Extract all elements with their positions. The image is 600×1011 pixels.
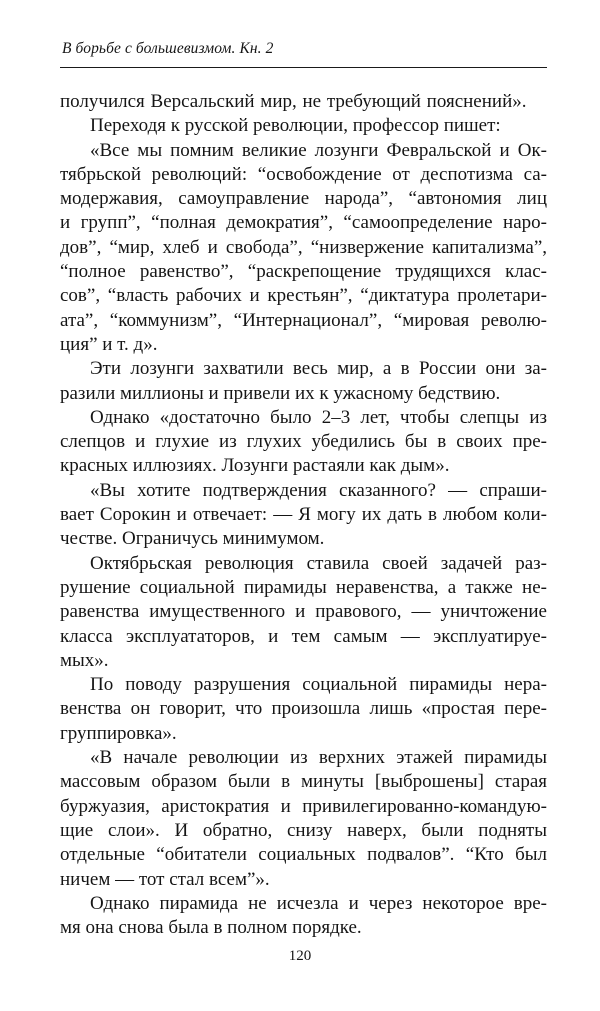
text-line: мых».: [60, 649, 109, 671]
text-line: «Вы хотите подтверждения сказанного? — спраши-: [90, 479, 547, 501]
text-line: получился Версальский мир, не требующий пояснений».: [60, 91, 527, 112]
text-line: «В начале революции из верхних этажей пирамиды: [90, 747, 547, 769]
body-text: [60, 90, 547, 940]
text-line: щие слои». И обратно, снизу наверх, были подняты: [60, 819, 547, 841]
header-rule: [60, 67, 547, 68]
text-line: массовым образом были в минуты [выброшены] старая: [60, 771, 547, 793]
text-line: класса эксплуататоров, и тем самым — эксплуатируе-: [60, 625, 547, 647]
text-line: отдельные “обитатели социальных подвалов”. “Кто был: [60, 844, 547, 866]
page-number: 120: [288, 948, 312, 964]
text-line: По поводу разрушения социальной пирамиды нера-: [90, 674, 547, 696]
text-line: ничем — тот стал всем”».: [60, 868, 270, 890]
text-line: равенства имущественного и правового, — уничтожение: [60, 601, 547, 623]
text-line: сов”, “власть рабочих и крестьян”, “диктатура пролетари-: [60, 285, 547, 307]
text-line: дов”, “мир, хлеб и свобода”, “низвержение капитализма”,: [60, 236, 547, 258]
text-line: красных иллюзиях. Лозунги растаяли как дым».: [60, 455, 450, 477]
text-line: ция” и т. д».: [60, 333, 158, 355]
text-line: Переходя к русской революции, профессор пишет:: [90, 115, 501, 137]
running-head: В борьбе с большевизмом. Кн. 2: [62, 40, 274, 57]
text-line: венства он говорит, что произошла лишь «простая пере-: [60, 698, 547, 720]
text-line: мя она снова была в полном порядке.: [60, 917, 362, 939]
text-line: ата”, “коммунизм”, “Интернационал”, “мировая револю-: [60, 309, 547, 331]
text-line: Эти лозунги захватили весь мир, а в России они за-: [90, 358, 547, 380]
text-line: модержавия, самоуправление народа”, “автономия лиц: [60, 188, 547, 210]
text-line: Однако «достаточно было 2–3 лет, чтобы слепцы из: [90, 406, 547, 428]
text-line: вает Сорокин и отвечает: — Я могу их дать в любом коли-: [60, 504, 547, 526]
text-line: разили миллионы и привели их к ужасному бедствию.: [60, 382, 501, 404]
text-line: “полное равенство”, “раскрепощение трудящихся клас-: [60, 261, 547, 283]
text-line: честве. Ограничусь минимумом.: [60, 528, 325, 550]
text-line: Однако пирамида не исчезла и через некоторое вре-: [90, 892, 547, 914]
text-line: слепцов и глухие из глухих убедились бы в своих пре-: [60, 431, 547, 453]
text-line: группировка».: [60, 722, 177, 744]
text-line: рушение социальной пирамиды неравенства, а также не-: [60, 576, 547, 598]
text-line: тябрьской революций: “освобождение от деспотизма са-: [60, 163, 547, 185]
text-line: и групп”, “полная демократия”, “самоопределение наро-: [60, 212, 547, 234]
text-line: буржуазия, аристократия и привилегированно-командую-: [60, 795, 547, 817]
text-line: «Все мы помним великие лозунги Февральской и Ок-: [90, 139, 547, 161]
text-line: Октябрьская революция ставила своей задачей раз-: [90, 552, 547, 574]
